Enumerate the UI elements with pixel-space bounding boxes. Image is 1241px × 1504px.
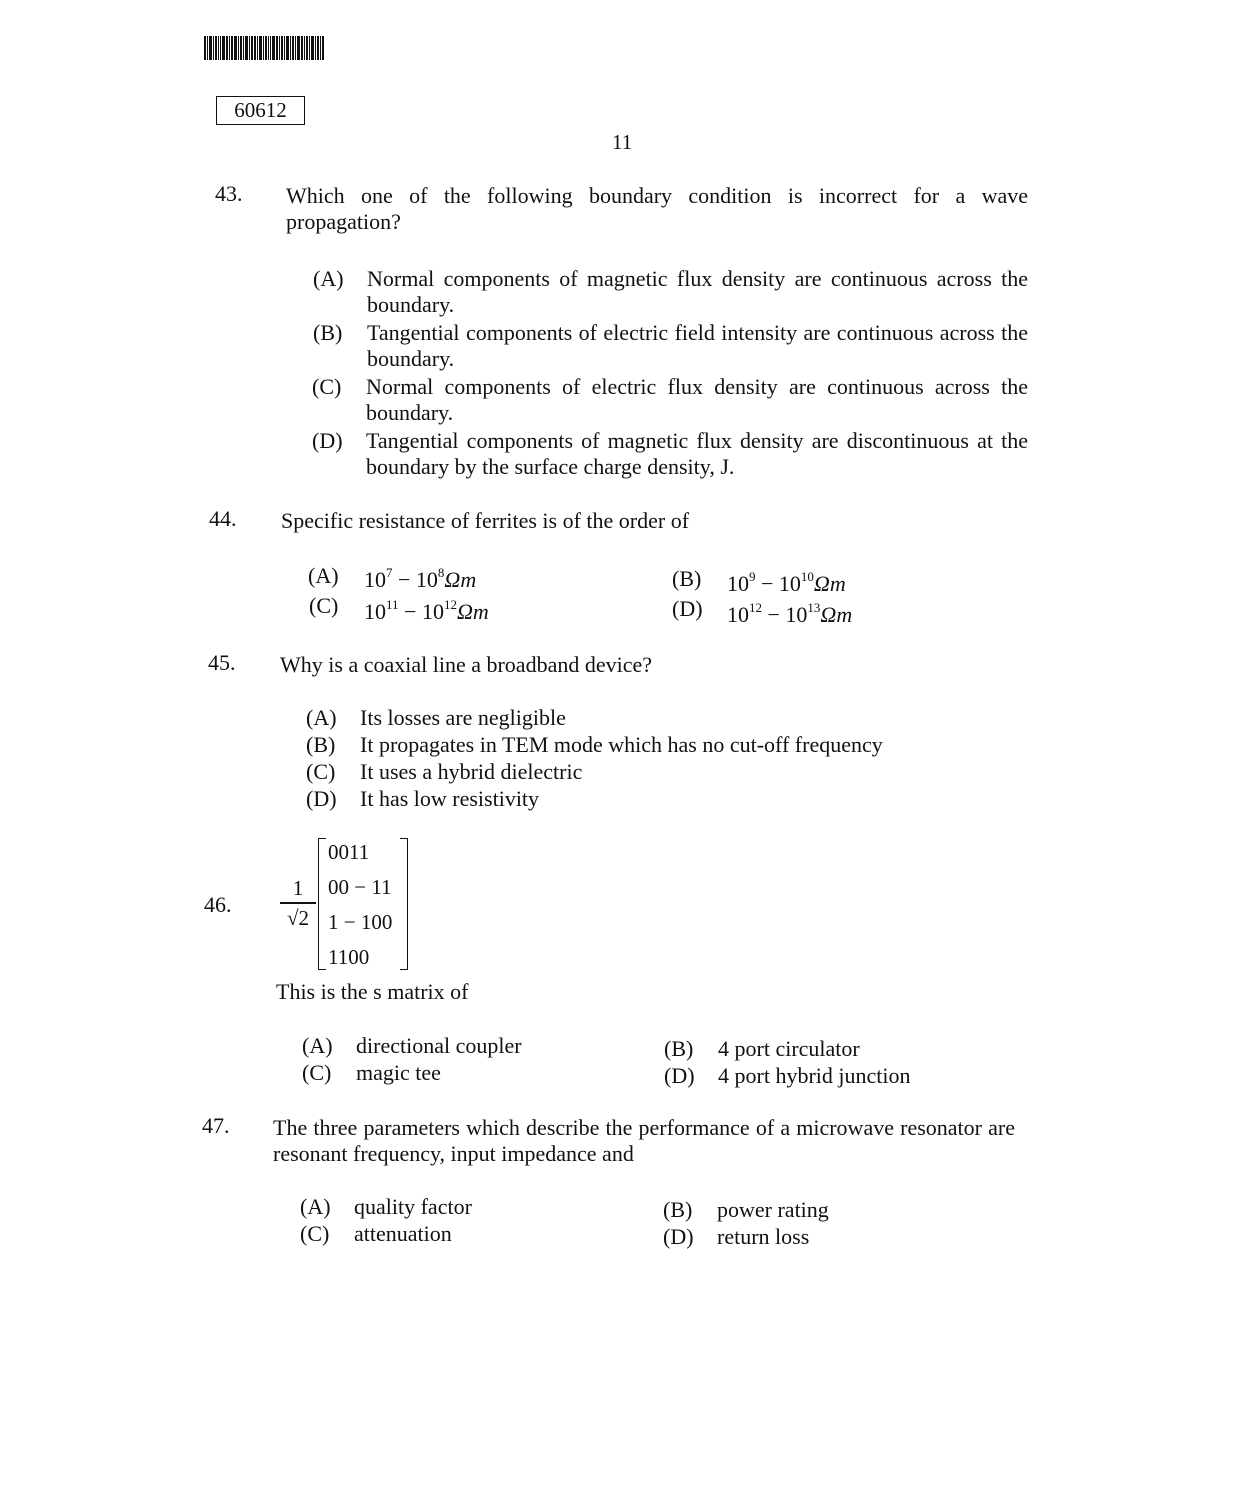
matrix-row: 1 − 100 (328, 910, 393, 934)
s-matrix (318, 838, 408, 972)
option-a: (A) Normal components of magnetic flux density are continuous across the boundary. (313, 266, 1028, 317)
question-number: 45. (208, 650, 236, 675)
question-text: Which one of the following boundary condition is incorrect for a wave propagation? (286, 183, 1028, 234)
question-number: 46. (204, 892, 232, 917)
matrix-right-bracket (400, 838, 408, 970)
question-number: 47. (202, 1113, 230, 1138)
option-b: (B) $10^9 - 10^{10}\Omega m$ (672, 566, 846, 596)
matrix-row: 0011 (328, 840, 370, 864)
barcode (204, 36, 360, 60)
option-a: (A) $10^7 - 10^8\Omega m$ (308, 563, 477, 592)
option-d: (D) return loss (663, 1224, 810, 1249)
matrix-row: 1100 (328, 945, 370, 969)
option-d: (D) It has low resistivity (306, 786, 540, 811)
fraction-denominator: √2 (286, 905, 310, 930)
option-c: (C) Normal components of electric flux density are continuous across the boundary. (312, 374, 1028, 425)
option-b: (B) power rating (663, 1197, 829, 1222)
option-d: (D) $10^{12} - 10^{13}\Omega m$ (672, 596, 853, 627)
option-d: (D) Tangential components of magnetic flux density are discontinuous at the boundary by the surface charge density, J. (312, 428, 1028, 479)
option-b: (B) Tangential components of electric field intensity are continuous across the boundary. (313, 320, 1028, 371)
question-text: This is the s matrix of (276, 979, 469, 1004)
matrix-row: 00 − 11 (328, 875, 392, 899)
option-d: (D) 4 port hybrid junction (664, 1063, 911, 1088)
fraction-numerator: 1 (292, 876, 304, 900)
question-number: 44. (209, 506, 237, 531)
page-number: 11 (612, 130, 633, 154)
option-a: (A) directional coupler (302, 1033, 522, 1058)
question-text: Specific resistance of ferrites is of the order of (281, 508, 690, 533)
option-c: (C) $10^{11} - 10^{12}\Omega m$ (309, 593, 489, 624)
option-c: (C) magic tee (302, 1060, 441, 1085)
question-text: The three parameters which describe the performance of a microwave resonator are resonant frequency, input impedance and (273, 1115, 1015, 1166)
option-c: (C) It uses a hybrid dielectric (306, 759, 583, 784)
option-a: (A) Its losses are negligible (306, 705, 566, 730)
matrix-left-bracket (318, 838, 326, 970)
question-text: Why is a coaxial line a broadband device? (280, 652, 653, 677)
option-a: (A) quality factor (300, 1194, 472, 1219)
option-b: (B) It propagates in TEM mode which has no cut-off frequency (306, 732, 883, 757)
option-c: (C) attenuation (300, 1221, 452, 1246)
matrix-scalar-fraction (278, 876, 318, 930)
question-number: 43. (215, 181, 243, 206)
option-b: (B) 4 port circulator (664, 1036, 860, 1061)
paper-code: 60612 (216, 96, 305, 125)
fraction-bar (280, 902, 316, 904)
